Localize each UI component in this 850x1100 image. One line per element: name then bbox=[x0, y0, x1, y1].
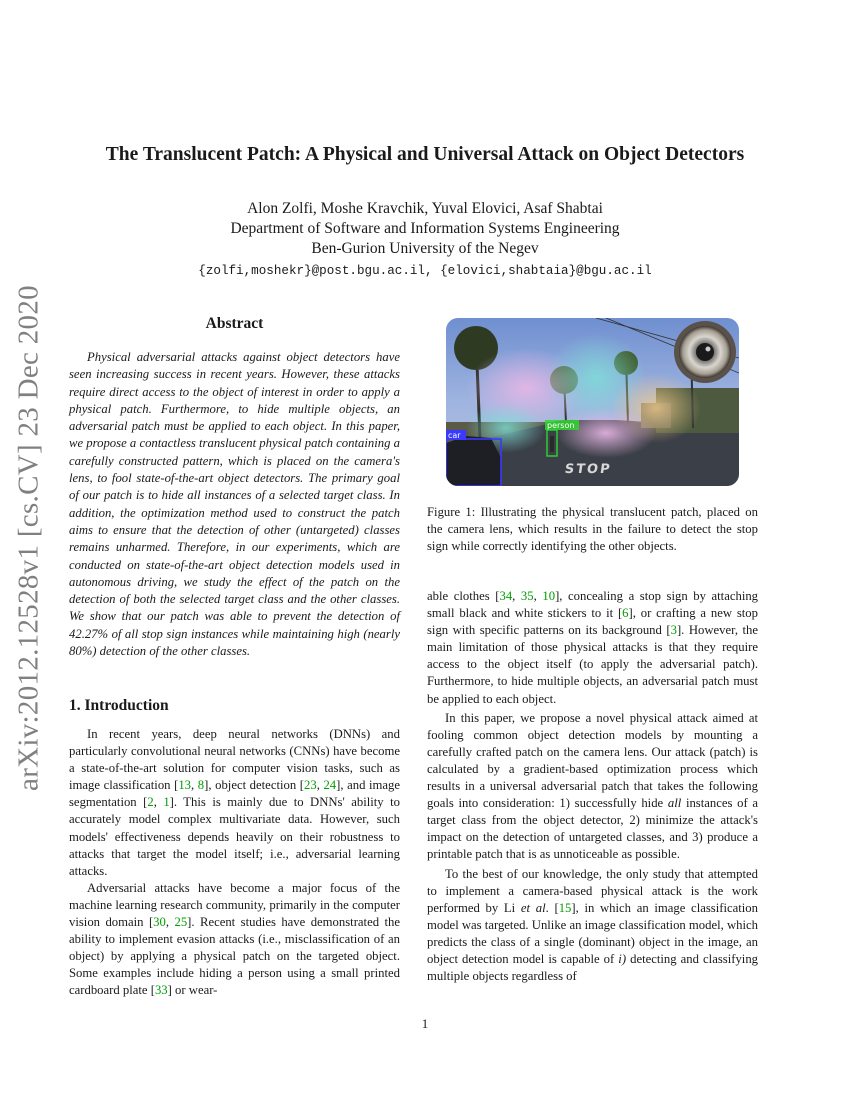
intro-paragraph-1: In recent years, deep neural networks (DNNs) and particularly convolutional neural networks (CNNs) have become a state-of-the-art solution for computer vision tasks, such as image classification [13, 8], object detection [23, 24], and image segmentation [2, 1]. This is mainly due to DNNs' ability to accurately model complex multivariate data. However, such models' effectiveness depends heavily on their robustness to attacks that target the model itself; i.e., adversarial learning attacks. bbox=[69, 727, 401, 878]
citation-link[interactable]: 1 bbox=[163, 795, 170, 810]
citation-link[interactable]: 35 bbox=[520, 589, 534, 603]
affiliation-university: Ben-Gurion University of the Negev bbox=[311, 240, 539, 257]
citation-link[interactable]: 10 bbox=[542, 589, 556, 603]
right-column-body bbox=[427, 588, 758, 985]
abstract-text: Physical adversarial attacks against object detectors have seen increasing success in recent years. However, these attacks require direct access to the object of interest in order to apply a physical patch. Furthermore, to hide multiple objects, an adversarial patch must be applied to each object. In this paper, we propose a contactless translucent physical patch containing a carefully constructed pattern, which is placed on the camera's lens, to fool state-of-the-art object detectors. The primary goal of our patch is to hide all instances of a selected target class. In addition, the optimization method used to construct the patch aims to ensure that the detection of other (untargeted) classes remains unharmed. Therefore, in our experiments, which are conducted on state-of-the-art object detection models used in autonomous driving, we study the effect of the patch on the detection of both the selected target class and the other classes. We show that our patch was able to prevent the detection of 42.27% of all stop sign instances while maintaining high (nearly 80%) detection of the other classes. bbox=[69, 350, 400, 659]
abstract-heading: Abstract bbox=[205, 315, 264, 332]
authors: Alon Zolfi, Moshe Kravchik, Yuval Elovici, Asaf Shabtai bbox=[247, 200, 603, 217]
citation-link[interactable]: 24 bbox=[323, 778, 337, 793]
citation-link[interactable]: 34 bbox=[499, 589, 513, 603]
citation-link[interactable]: 23 bbox=[304, 778, 317, 793]
person-label: person bbox=[547, 421, 575, 430]
affiliation-department: Department of Software and Information Systems Engineering bbox=[230, 220, 620, 237]
citation-link[interactable]: 8 bbox=[197, 778, 205, 793]
citation-link[interactable]: 6 bbox=[622, 606, 629, 621]
figure-1-caption: Figure 1: Illustrating the physical translucent patch, placed on the camera lens, which results in the failure to detect the stop sign while correctly identifying the other objects. bbox=[427, 505, 758, 554]
citation-link[interactable]: 33 bbox=[154, 983, 168, 998]
right-paragraph-3: To the best of our knowledge, the only study that attempted to implement a camera-based physical attack is the work performed by Li et al. [15], in which an image classification model was targeted. Unlike an image classification model, which predicts the class of a single (dominant) object in the image, an object detection model is capable of i) detecting and classifying multiple objects regardless of bbox=[427, 866, 759, 984]
road-stop-text: STOP bbox=[563, 462, 613, 477]
paper-title: The Translucent Patch: A Physical and Universal Attack on Object Detectors bbox=[105, 144, 745, 165]
car-label: car bbox=[448, 431, 461, 440]
author-emails: {zolfi,moshekr}@post.bgu.ac.il, {elovici,shabtaia}@bgu.ac.il bbox=[198, 264, 652, 278]
citation-link[interactable]: 13 bbox=[178, 778, 192, 793]
citation-link[interactable]: 30 bbox=[153, 915, 166, 930]
right-paragraph-2: In this paper, we propose a novel physical attack aimed at fooling common object detection models by mounting a carefully crafted patch on the camera lens. Our attack (patch) is calculated by a gradient-based optimization process which results in a universal adversarial patch that takes the following goals into consideration: 1) successfully hide all instances of a target class from the object detector, 2) minimize the attack's impact on the detection of untargeted classes, and 3) produce a printable patch that is as unnoticeable as possible. bbox=[427, 710, 758, 862]
intro-paragraph-2: Adversarial attacks have become a major focus of the machine learning research community, primarily in the computer vision domain [30, 25]. Recent studies have demonstrated the ability to implement evasion attacks (i.e., misclassification of an object) by applying a physical patch on the targeted object. Some examples include hiding a person using a small printed cardboard plate [33] or wear- bbox=[69, 880, 400, 998]
arxiv-identifier-text: arXiv:2012.12528v1 [cs.CV] 23 Dec 2020 bbox=[12, 284, 45, 791]
introduction-heading: 1. Introduction bbox=[69, 697, 169, 714]
page-number: 1 bbox=[421, 1016, 429, 1031]
citation-link[interactable]: 15 bbox=[558, 900, 572, 915]
street-scene-illustration bbox=[446, 318, 739, 486]
citation-link[interactable]: 25 bbox=[174, 915, 188, 930]
arxiv-side-label bbox=[4, 284, 54, 791]
right-paragraph-1: able clothes [34, 35, 10], concealing a stop sign by attaching small black and white stickers to it [6], or crafting a new stop sign with specific patterns on its background [3]. However, the main limitation of those physical attacks is that they require access to the object itself (to apply the adversarial patch). Furthermore, to hide multiple objects, an adversarial patch must be applied to each object. bbox=[427, 589, 759, 706]
citation-link[interactable]: 3 bbox=[670, 623, 677, 638]
citation-link[interactable]: 2 bbox=[147, 795, 154, 810]
figure-1-image bbox=[446, 318, 739, 486]
introduction-body bbox=[69, 726, 400, 1000]
